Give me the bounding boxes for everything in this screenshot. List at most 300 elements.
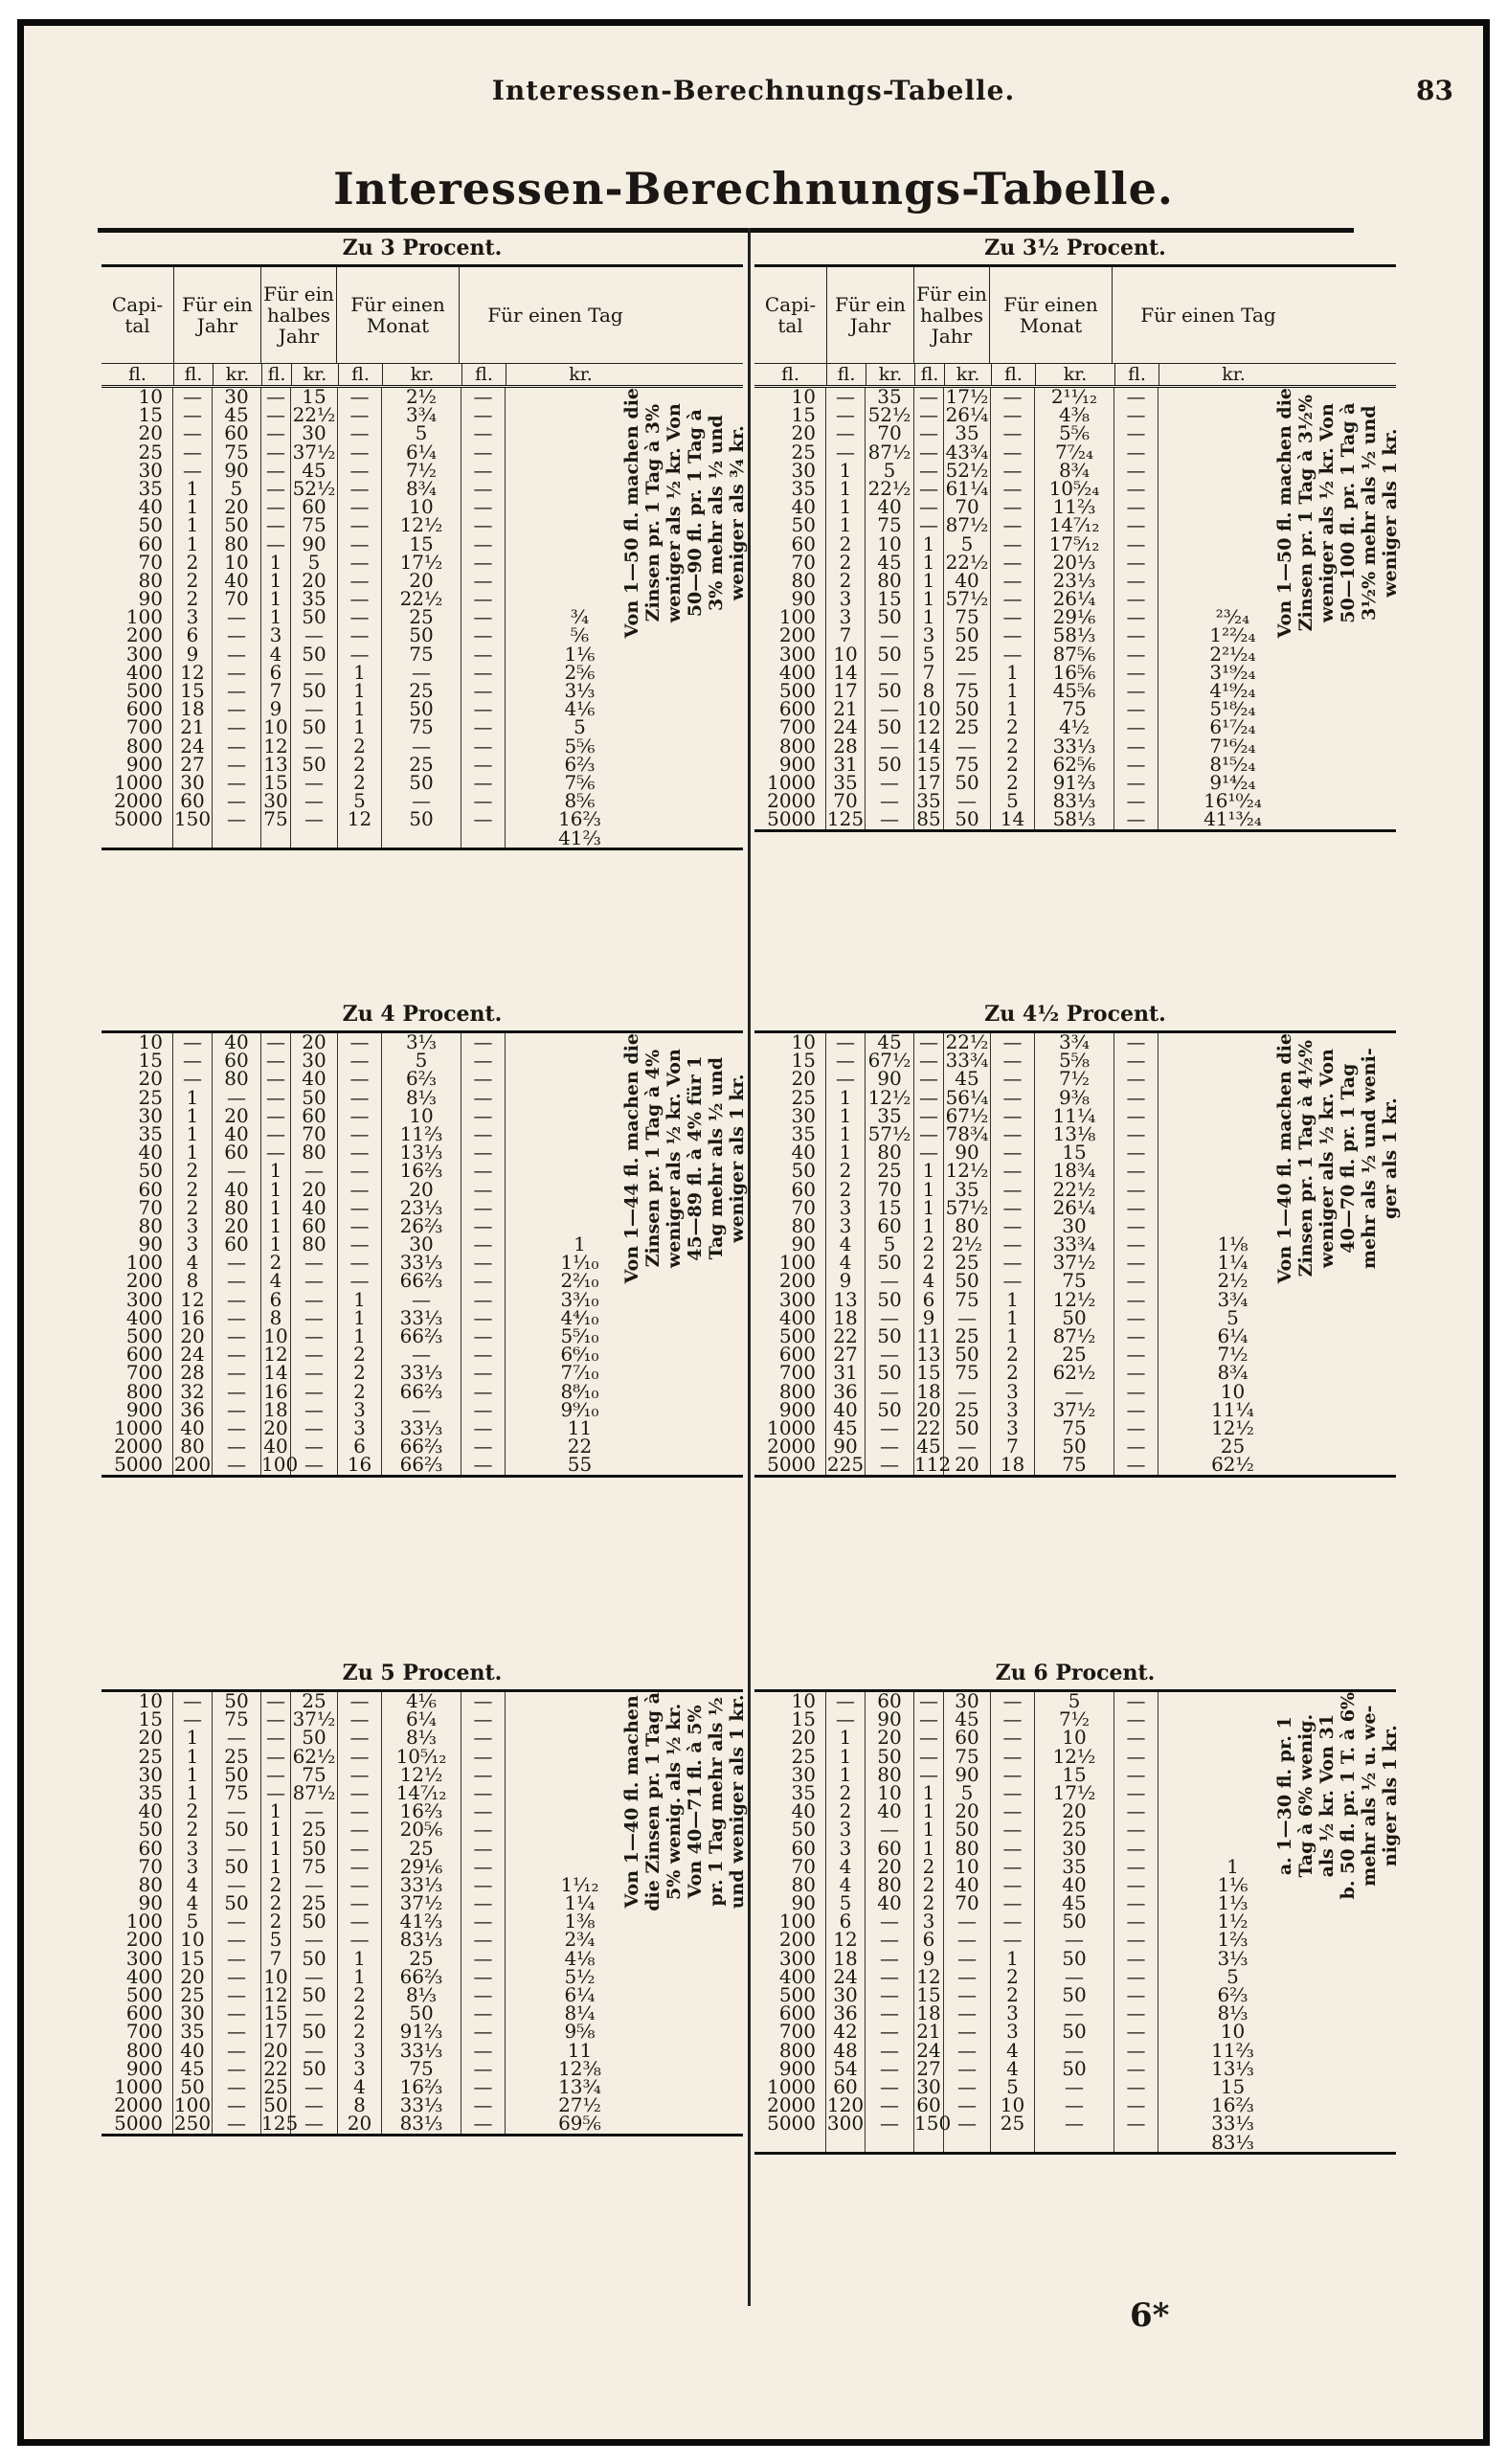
table-cell: 66⅔ bbox=[399, 1269, 443, 1293]
column-jahr_fl bbox=[826, 1689, 866, 2152]
table-cell: 900 bbox=[125, 2056, 163, 2080]
table-cell: 50 bbox=[877, 1361, 902, 1385]
table-cell: 4 bbox=[186, 1872, 199, 1896]
table-cell: 2⅚ bbox=[564, 660, 596, 684]
table-cell: 40 bbox=[180, 2038, 205, 2062]
unit-label: fl. bbox=[1115, 364, 1159, 385]
table-cell: 125 bbox=[826, 807, 865, 831]
table-cell: 40 bbox=[1062, 1872, 1087, 1896]
table-cell: — bbox=[473, 1928, 493, 1952]
table-cell: — bbox=[1065, 2001, 1084, 2025]
table-cell: 45 bbox=[180, 2056, 205, 2080]
table-cell: — bbox=[1126, 1251, 1146, 1275]
table-cell: 90 bbox=[877, 1707, 902, 1731]
table-cell: 2 bbox=[269, 1251, 282, 1275]
column-jahr_fl bbox=[173, 385, 213, 848]
table-cell: — bbox=[266, 1762, 285, 1786]
table-cell: 45 bbox=[877, 550, 902, 574]
table-cell: 900 bbox=[125, 752, 163, 776]
column-jahr_kr bbox=[866, 385, 914, 831]
table-cell: 1 bbox=[839, 1744, 852, 1768]
table-cell: 70 bbox=[302, 1121, 326, 1145]
table-cell: — bbox=[227, 697, 246, 721]
column-halb_kr bbox=[944, 385, 991, 831]
table-cell: — bbox=[183, 421, 202, 445]
table-cell: 100 bbox=[778, 1910, 816, 1933]
table-cell: 50 bbox=[877, 752, 902, 776]
table-cell: — bbox=[880, 1435, 899, 1458]
table-cell: — bbox=[304, 2074, 324, 2098]
column-header-row bbox=[101, 267, 743, 364]
table-cell: — bbox=[227, 1799, 246, 1823]
table-cell: 400 bbox=[125, 1964, 163, 1988]
table-cell: 33⅓ bbox=[1211, 2112, 1254, 2136]
table-note bbox=[595, 1033, 748, 1284]
table-cell: 10 bbox=[1220, 2020, 1246, 2044]
table-cell: 30 bbox=[138, 1103, 163, 1127]
table-cell: 41⅔ bbox=[399, 1910, 443, 1933]
table-cell: — bbox=[349, 1854, 370, 1878]
table-cell: 1½ bbox=[1217, 1910, 1248, 1933]
table-cell: 500 bbox=[778, 679, 816, 702]
table-note bbox=[595, 388, 748, 639]
table-cell: 50 bbox=[791, 1159, 816, 1183]
column-capital bbox=[754, 1689, 826, 2152]
table-cell: — bbox=[473, 1818, 493, 1842]
table-cell: 66⅔ bbox=[399, 1453, 443, 1477]
table-cell: — bbox=[227, 1159, 246, 1183]
table-cell: — bbox=[1002, 1177, 1023, 1201]
header-halbjahr: Für ein halbes Jahr bbox=[261, 267, 337, 363]
column-monat_kr bbox=[382, 385, 461, 848]
table-cell: 50 bbox=[877, 1287, 902, 1311]
table-cell: — bbox=[836, 1067, 855, 1091]
table-cell: 20 bbox=[409, 568, 434, 592]
table-cell: 45 bbox=[955, 1067, 979, 1091]
table-cell: 16⅔ bbox=[1211, 2093, 1254, 2117]
table-cell: 6¼ bbox=[405, 440, 438, 463]
table-cell: 3⅓ bbox=[564, 679, 596, 702]
table-cell: 10 bbox=[916, 697, 941, 721]
table-cell: — bbox=[919, 495, 938, 519]
table-cell: 21 bbox=[916, 2020, 941, 2044]
table-cell: 60 bbox=[877, 1213, 902, 1237]
table-cell: — bbox=[349, 1707, 370, 1731]
table-cell: — bbox=[1126, 1049, 1146, 1073]
table-cell: 50 bbox=[138, 1159, 163, 1183]
table-cell: 400 bbox=[778, 660, 816, 684]
table-cell: 2 bbox=[353, 1361, 366, 1385]
table-cell: 1000 bbox=[767, 2074, 816, 2098]
table-cell: 50 bbox=[1062, 1435, 1087, 1458]
table-cell: — bbox=[473, 1726, 493, 1750]
table-cell: 2000 bbox=[767, 1435, 816, 1458]
table-cell: 3⅓ bbox=[405, 1030, 438, 1053]
table-cell: 700 bbox=[125, 2020, 163, 2044]
table-cell: — bbox=[1126, 2093, 1146, 2117]
table-cell: 50 bbox=[955, 1343, 979, 1367]
table-cell: 112 bbox=[914, 1453, 952, 1477]
table-cell: 35 bbox=[833, 770, 858, 794]
table-cell: 13¾ bbox=[558, 2074, 601, 2098]
table-cell: 1 bbox=[1006, 679, 1019, 702]
table-title: Zu 5 Procent. bbox=[101, 1657, 743, 1692]
table-cell: 42 bbox=[833, 2020, 858, 2044]
table-cell: — bbox=[1126, 1910, 1146, 1933]
table-cell: — bbox=[183, 403, 202, 427]
table-cell: 2 bbox=[269, 1910, 282, 1933]
table-cell: — bbox=[1126, 495, 1146, 519]
table-cell: 12½ bbox=[1052, 1744, 1096, 1768]
table-cell: 1 bbox=[269, 1818, 282, 1842]
table-cell: — bbox=[1002, 1910, 1023, 1933]
table-cell: — bbox=[349, 568, 370, 592]
table-cell: 10 bbox=[263, 715, 288, 739]
unit-label: kr. bbox=[1222, 364, 1246, 385]
table-cell: — bbox=[1126, 1453, 1146, 1477]
table-cell: — bbox=[1126, 1964, 1146, 1988]
table-cell: 40 bbox=[302, 1195, 326, 1219]
table-cell: — bbox=[1002, 1049, 1023, 1073]
table-cell: — bbox=[1126, 550, 1146, 574]
unit-label: kr. bbox=[866, 364, 915, 385]
table-cell: 12½ bbox=[1052, 1287, 1096, 1311]
table-cell: 10 bbox=[1062, 1726, 1087, 1750]
table-cell: 30 bbox=[833, 1983, 858, 2006]
column-halb_kr bbox=[291, 1689, 338, 2136]
table-cell: 50 bbox=[302, 1946, 326, 1970]
table-cell: 2 bbox=[1006, 1983, 1019, 2006]
table-cell: 25 bbox=[955, 1397, 979, 1421]
table-cell: 6¼ bbox=[564, 1983, 596, 2006]
table-cell: 90 bbox=[791, 587, 816, 611]
table-cell: 50 bbox=[955, 770, 979, 794]
table-cell: 75 bbox=[877, 513, 902, 537]
table-cell: 80 bbox=[877, 1141, 902, 1164]
table-cell: 5 bbox=[415, 421, 428, 445]
table-cell: 30 bbox=[1062, 1213, 1087, 1237]
table-cell: — bbox=[227, 2074, 246, 2098]
table-cell: 33⅓ bbox=[1052, 734, 1096, 757]
table-cell: 2 bbox=[186, 587, 199, 611]
table-cell: 2½ bbox=[1217, 1269, 1248, 1293]
table-cell: 12 bbox=[263, 1983, 288, 2006]
table-cell: 100 bbox=[125, 605, 163, 629]
table-cell: 22 bbox=[567, 1435, 593, 1458]
table-cell: 11¼ bbox=[1211, 1397, 1254, 1421]
table-p45 bbox=[754, 998, 1401, 1478]
table-cell: 4 bbox=[922, 1269, 935, 1293]
table-cell: — bbox=[1126, 1343, 1146, 1367]
table-cell: — bbox=[227, 1726, 246, 1750]
table-cell: — bbox=[473, 568, 493, 592]
table-cell: 1 bbox=[269, 1213, 282, 1237]
table-cell: — bbox=[304, 623, 324, 647]
table-cell: 5000 bbox=[114, 807, 163, 831]
page-title: Interessen-Berechnungs-Tabelle. bbox=[333, 163, 1174, 215]
table-cell: 75 bbox=[955, 679, 979, 702]
table-cell: 37½ bbox=[292, 440, 336, 463]
table-cell: 83⅓ bbox=[1052, 789, 1096, 813]
table-cell: 2¾ bbox=[564, 1928, 596, 1952]
note-text: Von 1—50 fl. machen die Zinsen pr. 1 Tag à 3½% weniger als ½ kr. Von 50—100 fl. pr. 1 Tag à 3½% mehr als ½ und weniger als 1 kr. bbox=[1273, 388, 1401, 639]
table-cell: — bbox=[1065, 2093, 1084, 2117]
table-cell: 75 bbox=[955, 1287, 979, 1311]
table-cell: — bbox=[473, 623, 493, 647]
column-monat_kr bbox=[1035, 1689, 1114, 2152]
table-cell: 25 bbox=[409, 605, 434, 629]
table-cell: 1 bbox=[269, 1836, 282, 1860]
table-cell: 2 bbox=[353, 752, 366, 776]
table-cell: — bbox=[880, 2056, 899, 2080]
table-cell: 80 bbox=[224, 1195, 249, 1219]
table-cell: 70 bbox=[138, 550, 163, 574]
table-bottom-rule bbox=[101, 848, 743, 850]
table-cell: 75 bbox=[224, 440, 249, 463]
table-cell: 16⅔ bbox=[399, 1159, 443, 1183]
table-cell: 1 bbox=[839, 1726, 852, 1750]
table-cell: — bbox=[919, 1085, 938, 1109]
table-cell: 26⅔ bbox=[399, 1213, 443, 1237]
table-cell: — bbox=[349, 587, 370, 611]
table-cell: — bbox=[266, 531, 285, 555]
table-cell: 45 bbox=[833, 1415, 858, 1439]
table-title: Zu 3½ Procent. bbox=[754, 232, 1396, 267]
table-cell: 3 bbox=[1006, 1415, 1019, 1439]
table-cell: — bbox=[349, 458, 370, 482]
unit-label: kr. bbox=[383, 364, 462, 385]
column-halb_kr bbox=[291, 385, 338, 848]
table-cell: 20 bbox=[263, 1415, 288, 1439]
table-cell: 9⅜ bbox=[1058, 1085, 1091, 1109]
table-cell: 12½ bbox=[399, 513, 443, 537]
table-cell: 40 bbox=[138, 495, 163, 519]
table-cell: — bbox=[304, 1361, 324, 1385]
table-cell: 50 bbox=[302, 1910, 326, 1933]
table-cell: 12½ bbox=[399, 1762, 443, 1786]
table-cell: 31 bbox=[833, 1361, 858, 1385]
table-cell: 28 bbox=[180, 1361, 205, 1385]
unit-label: kr. bbox=[569, 364, 593, 385]
table-cell: 5 bbox=[1006, 2074, 1019, 2098]
table-cell: — bbox=[1126, 715, 1146, 739]
table-cell: — bbox=[304, 1269, 324, 1293]
table-cell: 5000 bbox=[767, 807, 816, 831]
table-cell: 6⅔ bbox=[405, 1067, 438, 1091]
table-cell: 1 bbox=[353, 715, 366, 739]
table-cell: 16 bbox=[263, 1379, 288, 1403]
table-cell: 70 bbox=[138, 1854, 163, 1878]
table-cell: — bbox=[1126, 1159, 1146, 1183]
table-cell: 3 bbox=[186, 1836, 199, 1860]
table-cell: 16⅔ bbox=[399, 1799, 443, 1823]
table-cell: 17½ bbox=[1052, 1780, 1096, 1804]
table-cell: 75 bbox=[302, 1854, 326, 1878]
table-cell: 50 bbox=[955, 1818, 979, 1842]
table-cell: — bbox=[349, 1251, 370, 1275]
table-cell: — bbox=[304, 807, 324, 831]
unit-label: kr. bbox=[214, 364, 262, 385]
table-cell: 1 bbox=[269, 1159, 282, 1183]
table-cell: — bbox=[266, 476, 285, 500]
column-monat_fl bbox=[991, 1689, 1035, 2152]
table-note bbox=[1248, 1033, 1401, 1284]
table-cell: 50 bbox=[302, 1983, 326, 2006]
table-cell: — bbox=[1002, 1195, 1023, 1219]
table-cell: 2 bbox=[1006, 1343, 1019, 1367]
table-cell: — bbox=[227, 1946, 246, 1970]
table-cell: 125 bbox=[261, 2112, 299, 2136]
table-cell: 8⅓ bbox=[405, 1983, 438, 2006]
column-tag_fl bbox=[461, 1689, 506, 2136]
table-cell: 15 bbox=[1062, 1762, 1087, 1786]
table-cell: 8⅓ bbox=[405, 1085, 438, 1109]
table-cell: 50 bbox=[1062, 2056, 1087, 2080]
table-cell: 1 bbox=[353, 679, 366, 702]
table-cell: 500 bbox=[125, 1324, 163, 1347]
table-title: Zu 3 Procent. bbox=[101, 232, 743, 267]
table-cell: 87½ bbox=[1052, 1324, 1096, 1347]
table-cell: 400 bbox=[125, 660, 163, 684]
table-cell: 40 bbox=[791, 495, 816, 519]
table-cell: 1 bbox=[186, 513, 199, 537]
table-cell: 1 bbox=[353, 660, 366, 684]
table-cell: 40 bbox=[138, 1799, 163, 1823]
table-cell: 2²⁄₁₀ bbox=[560, 1269, 599, 1293]
table-cell: — bbox=[349, 1780, 370, 1804]
table-cell: — bbox=[880, 807, 899, 831]
table-cell: — bbox=[304, 2112, 324, 2136]
table-cell: — bbox=[836, 403, 855, 427]
table-cell: 600 bbox=[125, 2001, 163, 2025]
table-cell: — bbox=[1126, 1213, 1146, 1237]
table-cell: 90 bbox=[877, 1067, 902, 1091]
table-cell: — bbox=[473, 1030, 493, 1053]
table-cell: — bbox=[304, 1872, 324, 1896]
table-p4 bbox=[101, 998, 748, 1478]
table-cell: 2 bbox=[922, 1891, 935, 1915]
table-cell: 80 bbox=[138, 1872, 163, 1896]
table-cell: 3³⁄₁₀ bbox=[560, 1287, 599, 1311]
column-halb_kr bbox=[291, 1030, 338, 1477]
table-cell: — bbox=[473, 1689, 493, 1712]
table-cell: — bbox=[836, 440, 855, 463]
table-cell: — bbox=[1126, 789, 1146, 813]
unit-label: fl. bbox=[992, 364, 1036, 385]
table-cell: — bbox=[349, 1141, 370, 1164]
table-cell: — bbox=[880, 2001, 899, 2025]
table-cell: 83⅓ bbox=[399, 2112, 443, 2136]
table-cell: — bbox=[473, 1707, 493, 1731]
table-cell: — bbox=[880, 1379, 899, 1403]
table-cell: — bbox=[1126, 1707, 1146, 1731]
table-cell: 13⅓ bbox=[399, 1141, 443, 1164]
table-cell: — bbox=[1126, 587, 1146, 611]
table-cell: 2 bbox=[839, 1799, 852, 1823]
table-cell: — bbox=[880, 697, 899, 721]
table-cell: — bbox=[266, 1067, 285, 1091]
column-tag_fl bbox=[461, 1030, 506, 1477]
table-cell: — bbox=[919, 1707, 938, 1731]
table-cell: 25 bbox=[302, 1891, 326, 1915]
table-cell: 1 bbox=[839, 1103, 852, 1127]
table-cell: 2 bbox=[353, 1983, 366, 2006]
table-cell: — bbox=[227, 1305, 246, 1329]
table-cell: — bbox=[1065, 1964, 1084, 1988]
table-cell: — bbox=[227, 2112, 246, 2136]
table-cell: — bbox=[227, 660, 246, 684]
table-p5 bbox=[101, 1657, 748, 2136]
table-cell: 700 bbox=[125, 715, 163, 739]
table-cell: 50 bbox=[955, 623, 979, 647]
table-cell: 15 bbox=[877, 1195, 902, 1219]
table-cell: — bbox=[880, 1928, 899, 1952]
table-cell: 70 bbox=[877, 1177, 902, 1201]
table-cell: 12 bbox=[263, 734, 288, 757]
table-cell: 6⅔ bbox=[564, 752, 596, 776]
table-cell: 50 bbox=[955, 697, 979, 721]
table-cell: 8⅓ bbox=[405, 1726, 438, 1750]
table-cell: — bbox=[227, 1983, 246, 2006]
table-cell: — bbox=[1002, 1269, 1023, 1293]
table-cell: 27½ bbox=[558, 2093, 601, 2117]
table-cell: 15 bbox=[877, 587, 902, 611]
table-cell: — bbox=[1126, 531, 1146, 555]
table-cell: — bbox=[227, 1251, 246, 1275]
table-cell: — bbox=[919, 421, 938, 445]
table-cell: — bbox=[304, 789, 324, 813]
table-cell: 70 bbox=[224, 587, 249, 611]
table-p35 bbox=[754, 232, 1401, 832]
table-cell: — bbox=[880, 789, 899, 813]
table-cell: — bbox=[919, 1744, 938, 1768]
table-cell: 4 bbox=[353, 2074, 366, 2098]
table-cell: 2 bbox=[839, 550, 852, 574]
table-cell: 70 bbox=[138, 1195, 163, 1219]
table-cell: 36 bbox=[180, 1397, 205, 1421]
table-cell: 900 bbox=[125, 1397, 163, 1421]
table-cell: 50 bbox=[955, 1269, 979, 1293]
table-cell: 60 bbox=[138, 1836, 163, 1860]
table-cell: — bbox=[349, 531, 370, 555]
table-cell: 11 bbox=[916, 1324, 941, 1347]
table-cell: 22 bbox=[916, 1415, 941, 1439]
table-cell: — bbox=[349, 495, 370, 519]
table-cell: 7 bbox=[269, 679, 282, 702]
table-cell: 75 bbox=[955, 1361, 979, 1385]
table-cell: 6 bbox=[269, 1287, 282, 1311]
table-cell: 2 bbox=[839, 1177, 852, 1201]
table-cell: 40 bbox=[138, 1141, 163, 1164]
table-cell: — bbox=[227, 734, 246, 757]
table-cell: — bbox=[919, 1030, 938, 1053]
table-cell: 200 bbox=[125, 1928, 163, 1952]
column-jahr_fl bbox=[173, 1689, 213, 2136]
table-cell: 200 bbox=[778, 1269, 816, 1293]
table-cell: — bbox=[412, 1397, 431, 1421]
table-cell: — bbox=[880, 1964, 899, 1988]
table-cell: 4⅜ bbox=[1058, 403, 1091, 427]
signature-mark: 6* bbox=[1130, 2296, 1170, 2335]
table-cell: — bbox=[473, 1415, 493, 1439]
table-cell: 10⁵⁄₂₄ bbox=[1048, 476, 1100, 500]
table-cell: 70 bbox=[791, 1195, 816, 1219]
table-cell: — bbox=[1126, 697, 1146, 721]
table-cell: 1 bbox=[353, 1324, 366, 1347]
table-cell: 52½ bbox=[292, 476, 336, 500]
table-cell: — bbox=[473, 1799, 493, 1823]
table-cell: — bbox=[473, 1324, 493, 1347]
